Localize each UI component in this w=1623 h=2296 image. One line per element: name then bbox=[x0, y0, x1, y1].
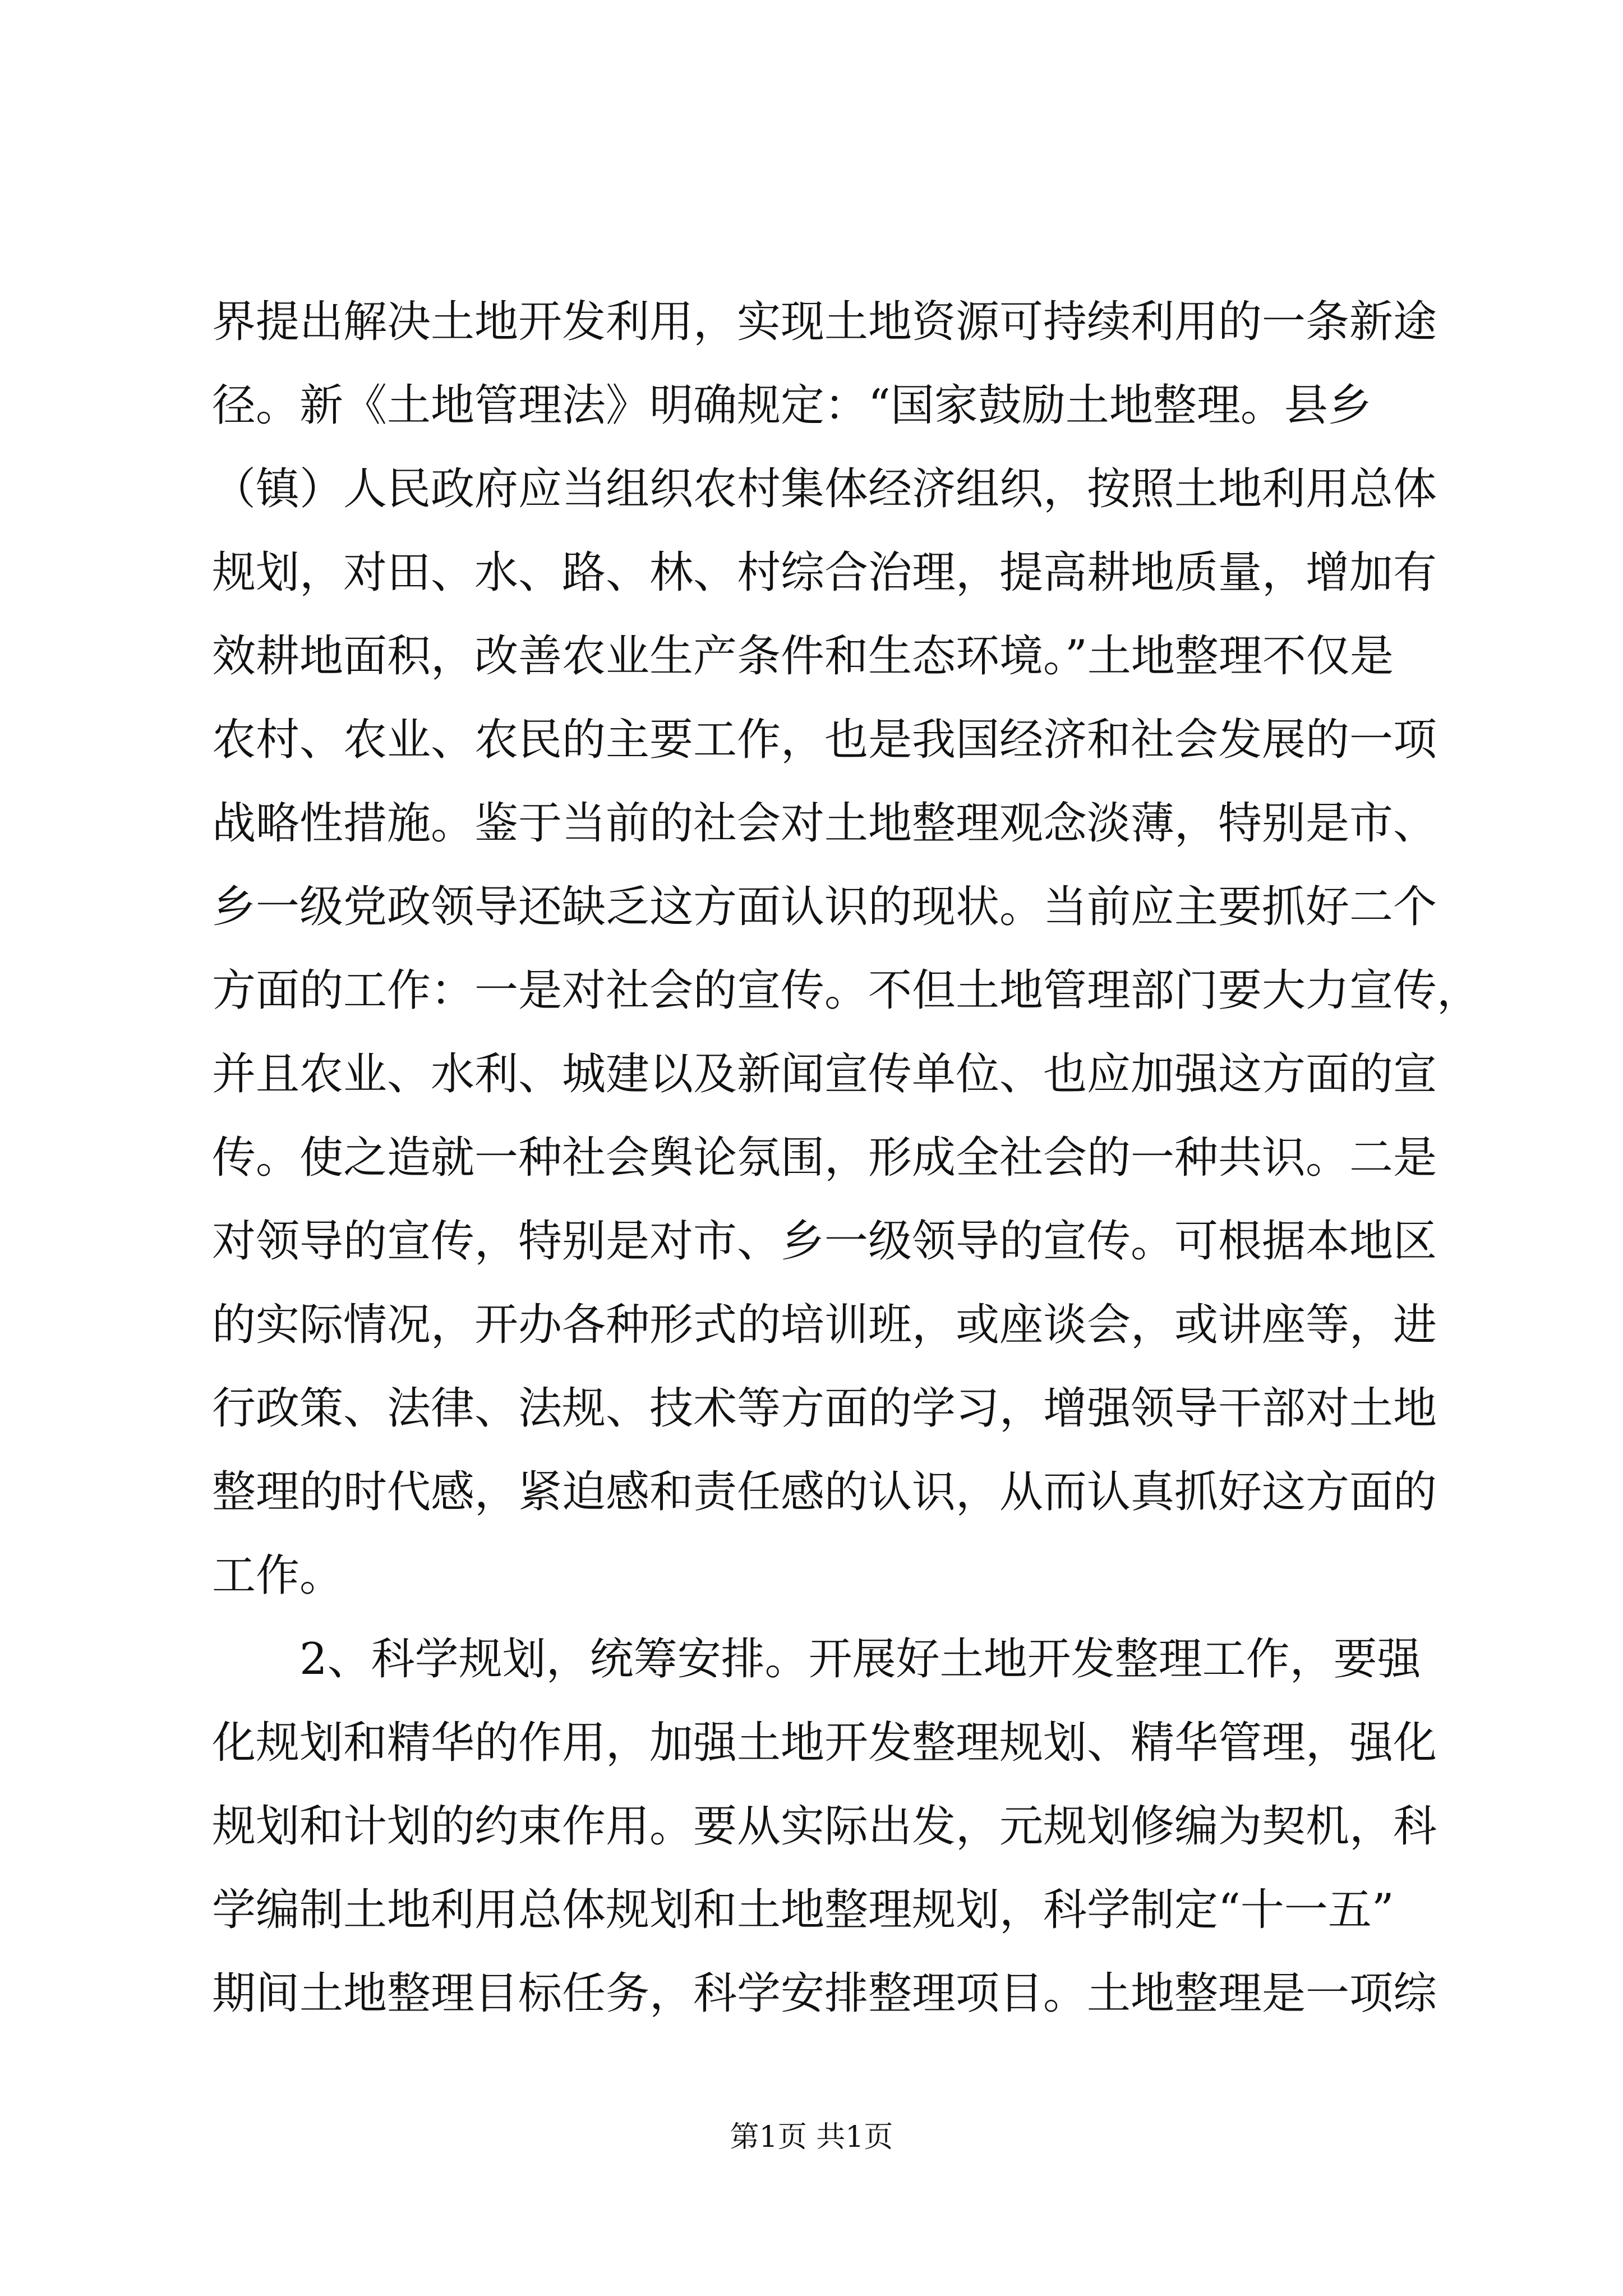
text-line: 径。新《土地管理法》明确规定：“国家鼓励土地整理。县乡 bbox=[212, 380, 1372, 431]
text-line: 化规划和精华的作用，加强土地开发整理规划、精华管理，强化 bbox=[212, 1718, 1437, 1768]
text-line: 整理的时代感，紧迫感和责任感的认识，从而认真抓好这方面的 bbox=[212, 1467, 1437, 1517]
text-line: 的实际情况，开办各种形式的培训班，或座谈会，或讲座等，进 bbox=[212, 1300, 1437, 1350]
text-line: 农村、农业、农民的主要工作，也是我国经济和社会发展的一项 bbox=[212, 715, 1437, 765]
text-line: 行政策、法律、法规、技术等方面的学习，增强领导干部对土地 bbox=[212, 1383, 1437, 1434]
document-body bbox=[212, 280, 1481, 2036]
text-line: 界提出解决土地开发利用，实现土地资源可持续利用的一条新途 bbox=[212, 297, 1437, 347]
text-line: 学编制土地利用总体规划和土地整理规划，科学制定“十一五” bbox=[212, 1885, 1394, 1935]
text-line: 并且农业、水利、城建以及新闻宣传单位、也应加强这方面的宣 bbox=[212, 1049, 1437, 1099]
text-line: 2、科学规划，统筹安排。开展好土地开发整理工作，要强 bbox=[212, 1634, 1421, 1685]
text-line: 规划，对田、水、路、林、村综合治理，提高耕地质量，增加有 bbox=[212, 547, 1437, 598]
text-line: 对领导的宣传，特别是对市、乡一级领导的宣传。可根据本地区 bbox=[212, 1216, 1437, 1267]
text-line: 效耕地面积，改善农业生产条件和生态环境。”土地整理不仅是 bbox=[212, 631, 1394, 682]
page-number-footer: 第1页 共1页 bbox=[730, 2120, 893, 2154]
text-line: 规划和计划的约束作用。要从实际出发，元规划修编为契机，科 bbox=[212, 1801, 1437, 1852]
text-line: （镇）人民政府应当组织农村集体经济组织，按照土地利用总体 bbox=[212, 464, 1437, 514]
text-line: 传。使之造就一种社会舆论氛围，形成全社会的一种共识。二是 bbox=[212, 1133, 1437, 1183]
text-line: 期间土地整理目标任务，科学安排整理项目。土地整理是一项综 bbox=[212, 1968, 1437, 2019]
text-line: 方面的工作：一是对社会的宣传。不但土地管理部门要大力宣传， bbox=[212, 965, 1481, 1016]
text-line: 乡一级党政领导还缺乏这方面认识的现状。当前应主要抓好二个 bbox=[212, 882, 1437, 932]
text-line: 战略性措施。鉴于当前的社会对土地整理观念淡薄，特别是市、 bbox=[212, 798, 1437, 849]
text-line: 工作。 bbox=[212, 1550, 344, 1601]
